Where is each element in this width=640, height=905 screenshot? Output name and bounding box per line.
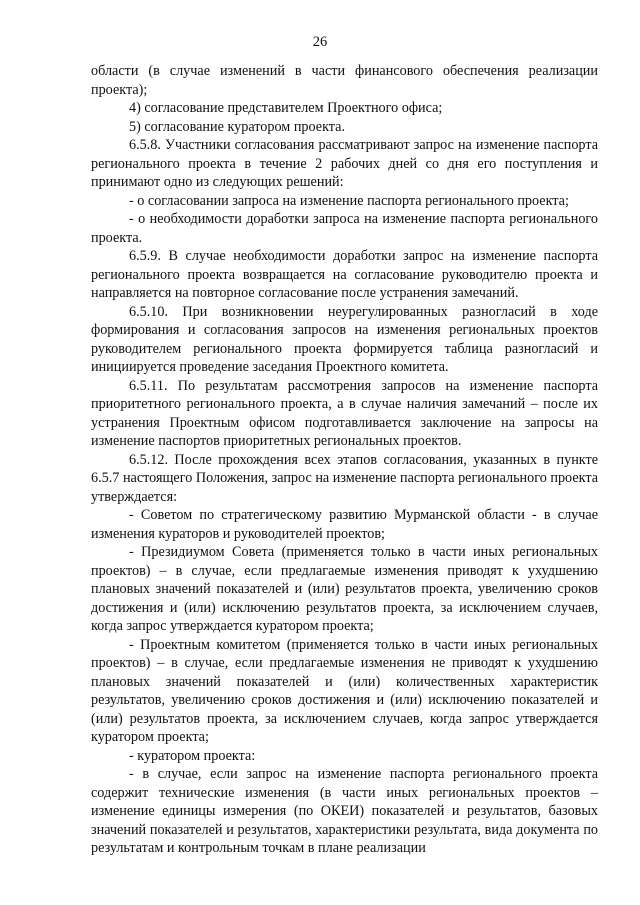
paragraph: 6.5.11. По результатам рассмотрения запросов на изменение паспорта приоритетного регионального проекта, а в случае наличия замечаний – после их устранения Проектным офисом подготавливается заключение на запросы на изменение паспортов приоритетных региональных проектов. (91, 377, 598, 449)
paragraph: - о согласовании запроса на изменение паспорта регионального проекта; (129, 192, 569, 209)
paragraph: 4) согласование представителем Проектного офиса; (129, 100, 443, 116)
paragraph: 6.5.10. При возникновении неурегулированных разногласий в ходе формирования и согласования запросов на изменения региональных проектов руководителем регионального проекта формируется таблица разногласий и инициируется проведение заседания Проектного комитета. (91, 303, 598, 375)
page-number: 26 (312, 34, 328, 50)
paragraph: области (в случае изменений в части финансового обеспечения реализации проекта); (91, 63, 598, 98)
paragraph: 6.5.9. В случае необходимости доработки запрос на изменение паспорта регионального проекта возвращается на согласование руководителю проекта и направляется на повторное согласование после устранения замечаний. (91, 248, 598, 301)
paragraph: - куратором проекта: (129, 747, 256, 764)
paragraph: - Президиумом Совета (применяется только в части иных региональных проектов) – в случае, если предлагаемые изменения приводят к ухудшению плановых значений показателей и (или) результатов проекта, увеличению сроков достижения и (или) исключению результатов проекта, за исключением случаев, когда запрос утверждается куратором проекта; (91, 544, 598, 634)
paragraph: 6.5.8. Участники согласования рассматривают запрос на изменение паспорта регионального проекта в течение 2 рабочих дней со дня его поступления и принимают одно из следующих решений: (91, 137, 598, 190)
paragraph: - в случае, если запрос на изменение паспорта регионального проекта содержит технические изменения (в части иных региональных проектов – изменение единицы измерения (по ОКЕИ) показателей и результатов, базовых значений показателей и результатов, характеристики результата, вида документа по результатам и контрольным точкам в плане реализации (91, 766, 598, 856)
paragraph: - Проектным комитетом (применяется только в части иных региональных проектов) – в случае, если предлагаемые изменения не приводят к ухудшению плановых значений показателей и (или) количественных характеристик результатов, увеличению сроков достижения и (или) исключению показателей и (или) результатов проекта, за исключением случаев, когда запрос утверждается куратором проекта; (91, 636, 598, 745)
paragraph: 5) согласование куратором проекта. (129, 118, 345, 135)
paragraph: 6.5.12. После прохождения всех этапов согласования, указанных в пункте 6.5.7 настоящего Положения, запрос на изменение паспорта регионального проекта утверждается: (91, 451, 598, 505)
document-body (91, 62, 598, 858)
paragraph: - Советом по стратегическому развитию Мурманской области - в случае изменения кураторов и руководителей проектов; (91, 507, 598, 542)
paragraph: - о необходимости доработки запроса на изменение паспорта регионального проекта. (91, 211, 598, 246)
